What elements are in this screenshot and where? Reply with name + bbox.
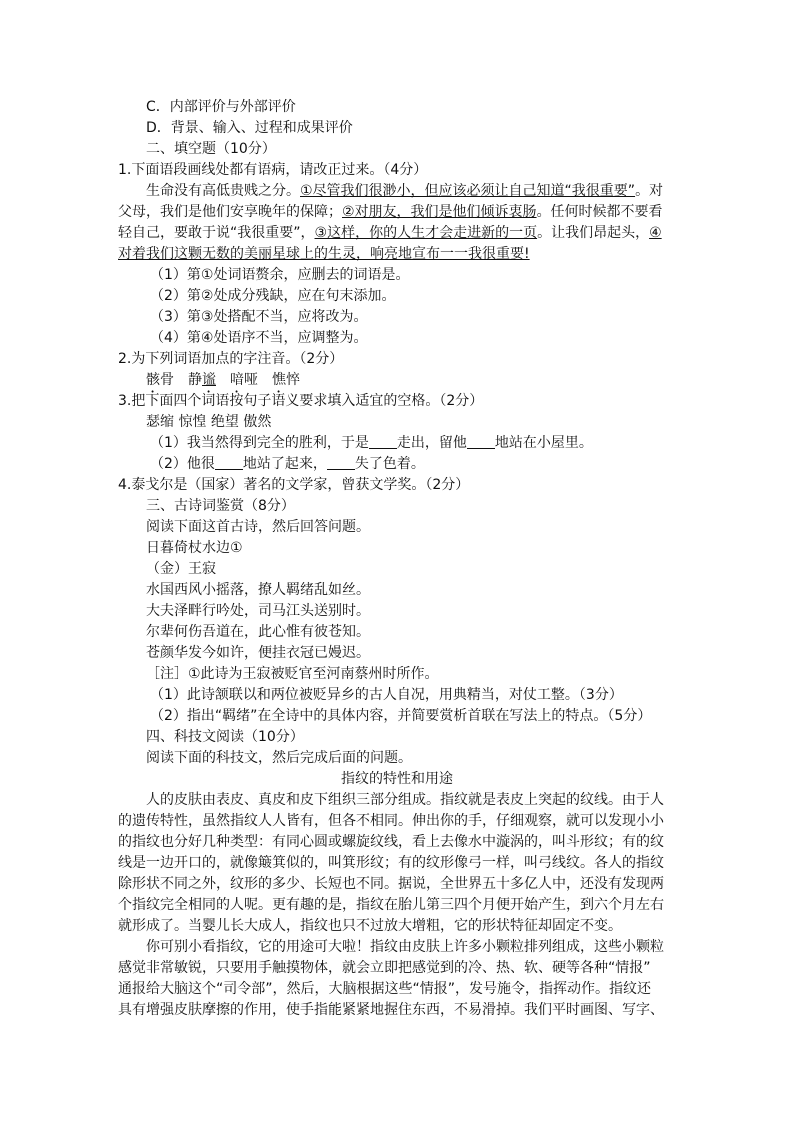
section-4-heading: 四、科技文阅读（10分） <box>146 729 304 745</box>
section-3-heading: 三、古诗词鉴赏（8分） <box>146 498 295 514</box>
underlined-phrase-3: ③这样，你的人生才会走进新的一页 <box>314 225 538 241</box>
dotted-char: 憔 <box>272 372 286 388</box>
underlined-phrase-4: 对着我们这颗无数的美丽星球上的生灵，响亮地宣布一一我很重要! <box>118 246 530 262</box>
article-line: 的指纹也分好几种类型：有同心圆或螺旋纹线，看上去像水中漩涡的，叫斗形纹；有的纹 <box>118 834 664 850</box>
dotted-char: 谧 <box>202 372 216 388</box>
article-line: 你可别小看指纹，它的用途可大啦！指纹由皮肤上许多小颗粒排列组成，这些小颗粒 <box>146 939 664 955</box>
article-line: 通报给大脑这个“司令部”，然后，大脑根据这些“情报”，发号施令，指挥动作。指纹还 <box>118 981 652 997</box>
article-line: 就形成了。当婴儿长大成人，指纹也只不过放大增粗，它的形状特征却固定不变。 <box>118 918 622 934</box>
poem-author: （金）王寂 <box>146 561 216 577</box>
fill-blank <box>369 434 397 449</box>
poem-line: 尔辈何伤吾道在，此心惟有彼苍知。 <box>146 624 370 640</box>
q2-words: 骸骨 静谧 喑哑 憔悴 <box>146 372 300 388</box>
article-line: 个指纹完全相同的人呢。更有趣的是，指纹在胎儿第三四个月便开始产生，到六个月左右 <box>118 897 664 913</box>
fill-blank <box>467 434 495 449</box>
poem-line: 大夫泽畔行吟处，司马江头送别时。 <box>146 603 370 619</box>
dotted-char: 骸 <box>146 372 160 388</box>
q4-stem: 4.泰戈尔是（国家）著名的文学家，曾获文学奖。（2分） <box>118 477 470 493</box>
q1-passage-line-2: 父母，我们是他们安享晚年的保障；②对朋友，我们是他们倾诉衷肠。任何时候都不要看 <box>118 204 663 220</box>
q2-stem: 2.为下列词语加点的字注音。（2分） <box>118 351 344 367</box>
article-line: 除形状不同之外，纹形的多少、长短也不同。据说，全世界五十多亿人中，还没有发现两 <box>118 876 664 892</box>
article-line: 线是一边开口的，就像簸箕似的，叫箕形纹；有的纹形像弓一样，叫弓线纹。各人的指纹 <box>118 855 664 871</box>
article-line: 的遗传特性，虽然指纹人人皆有，但各不相同。伸出你的手，仔细观察，就可以发现小小 <box>118 813 664 829</box>
article-line: 感觉非常敏锐，只要用手触摸物体，就会立即把感觉到的冷、热、软、硬等各种“情报” <box>118 960 651 976</box>
q1-stem: 1.下面语段画线处都有语病，请改正过来。（4分） <box>118 162 428 178</box>
article-line: 具有增强皮肤摩擦的作用，使手指能紧紧地握住东西，不易滑掉。我们平时画图、写字、 <box>118 1002 664 1018</box>
underlined-phrase-1: ①尽管我们很渺小，但应该必须让自己知道“我很重要” <box>300 183 636 199</box>
article-title: 指纹的特性和用途 <box>341 771 453 787</box>
q3-word-bank: 瑟缩 惊惶 绝望 傲然 <box>146 414 272 430</box>
option-c: C．内部评价与外部评价 <box>146 99 296 115</box>
fill-blank <box>327 455 355 470</box>
q1-item-3: （3）第③处搭配不当，应将改为。 <box>150 309 368 325</box>
poem-intro: 阅读下面这首古诗，然后回答问题。 <box>146 519 370 535</box>
q1-item-4: （4）第④处语序不当，应调整为。 <box>150 330 368 346</box>
q1-item-1: （1）第①处词语赘余，应删去的词语是。 <box>150 267 410 283</box>
q3-stem: 3.把下面四个词语按句子语义要求填入适宜的空格。（2分） <box>118 393 484 409</box>
article-intro: 阅读下面的科技文，然后完成后面的问题。 <box>146 750 412 766</box>
section-2-heading: 二、填空题（10分） <box>146 141 276 157</box>
q1-passage-line-3: 轻自己，要敢于说“我很重要”，③这样，你的人生才会走进新的一页。让我们昂起头，④ <box>118 225 662 241</box>
poem-line: 苍颜华发今如许，便挂衣冠已嫚迟。 <box>146 645 370 661</box>
poem-question-2: （2）指出“羁绪”在全诗中的具体内容，并简要赏析首联在写法上的特点。（5分） <box>150 708 652 724</box>
option-d: D．背景、输入、过程和成果评价 <box>146 120 353 136</box>
q1-passage-line-4 <box>118 244 530 264</box>
poem-line: 水国西风小摇落，撩人羁绪乱如丝。 <box>146 582 370 598</box>
q3-sentence-2: （2）他很 地站了起来， 失了色着。 <box>150 456 425 472</box>
article-line: 人的皮肤由表皮、真皮和皮下组织三部分组成。指纹就是表皮上突起的纹线。由于人 <box>146 792 664 808</box>
poem-title: 日暮倚杖水边① <box>146 540 243 556</box>
poem-note: ［注］①此诗为王寂被贬官至河南蔡州时所作。 <box>146 666 439 682</box>
dotted-char: 喑 <box>230 372 244 388</box>
q3-sentence-1: （1）我当然得到完全的胜利，于是 走出，留他 地站在小屋里。 <box>150 435 593 451</box>
fill-blank <box>215 455 243 470</box>
underlined-phrase-2: ②对朋友，我们是他们倾诉衷肠 <box>342 204 537 220</box>
q1-item-2: （2）第②处成分残缺，应在句末添加。 <box>150 288 396 304</box>
poem-question-1: （1）此诗颔联以和两位被贬异乡的古人自况，用典精当，对仗工整。（3分） <box>150 687 623 703</box>
q1-passage-line-1: 生命没有高低贵贱之分。①尽管我们很渺小，但应该必须让自己知道“我很重要”。对 <box>146 183 664 199</box>
